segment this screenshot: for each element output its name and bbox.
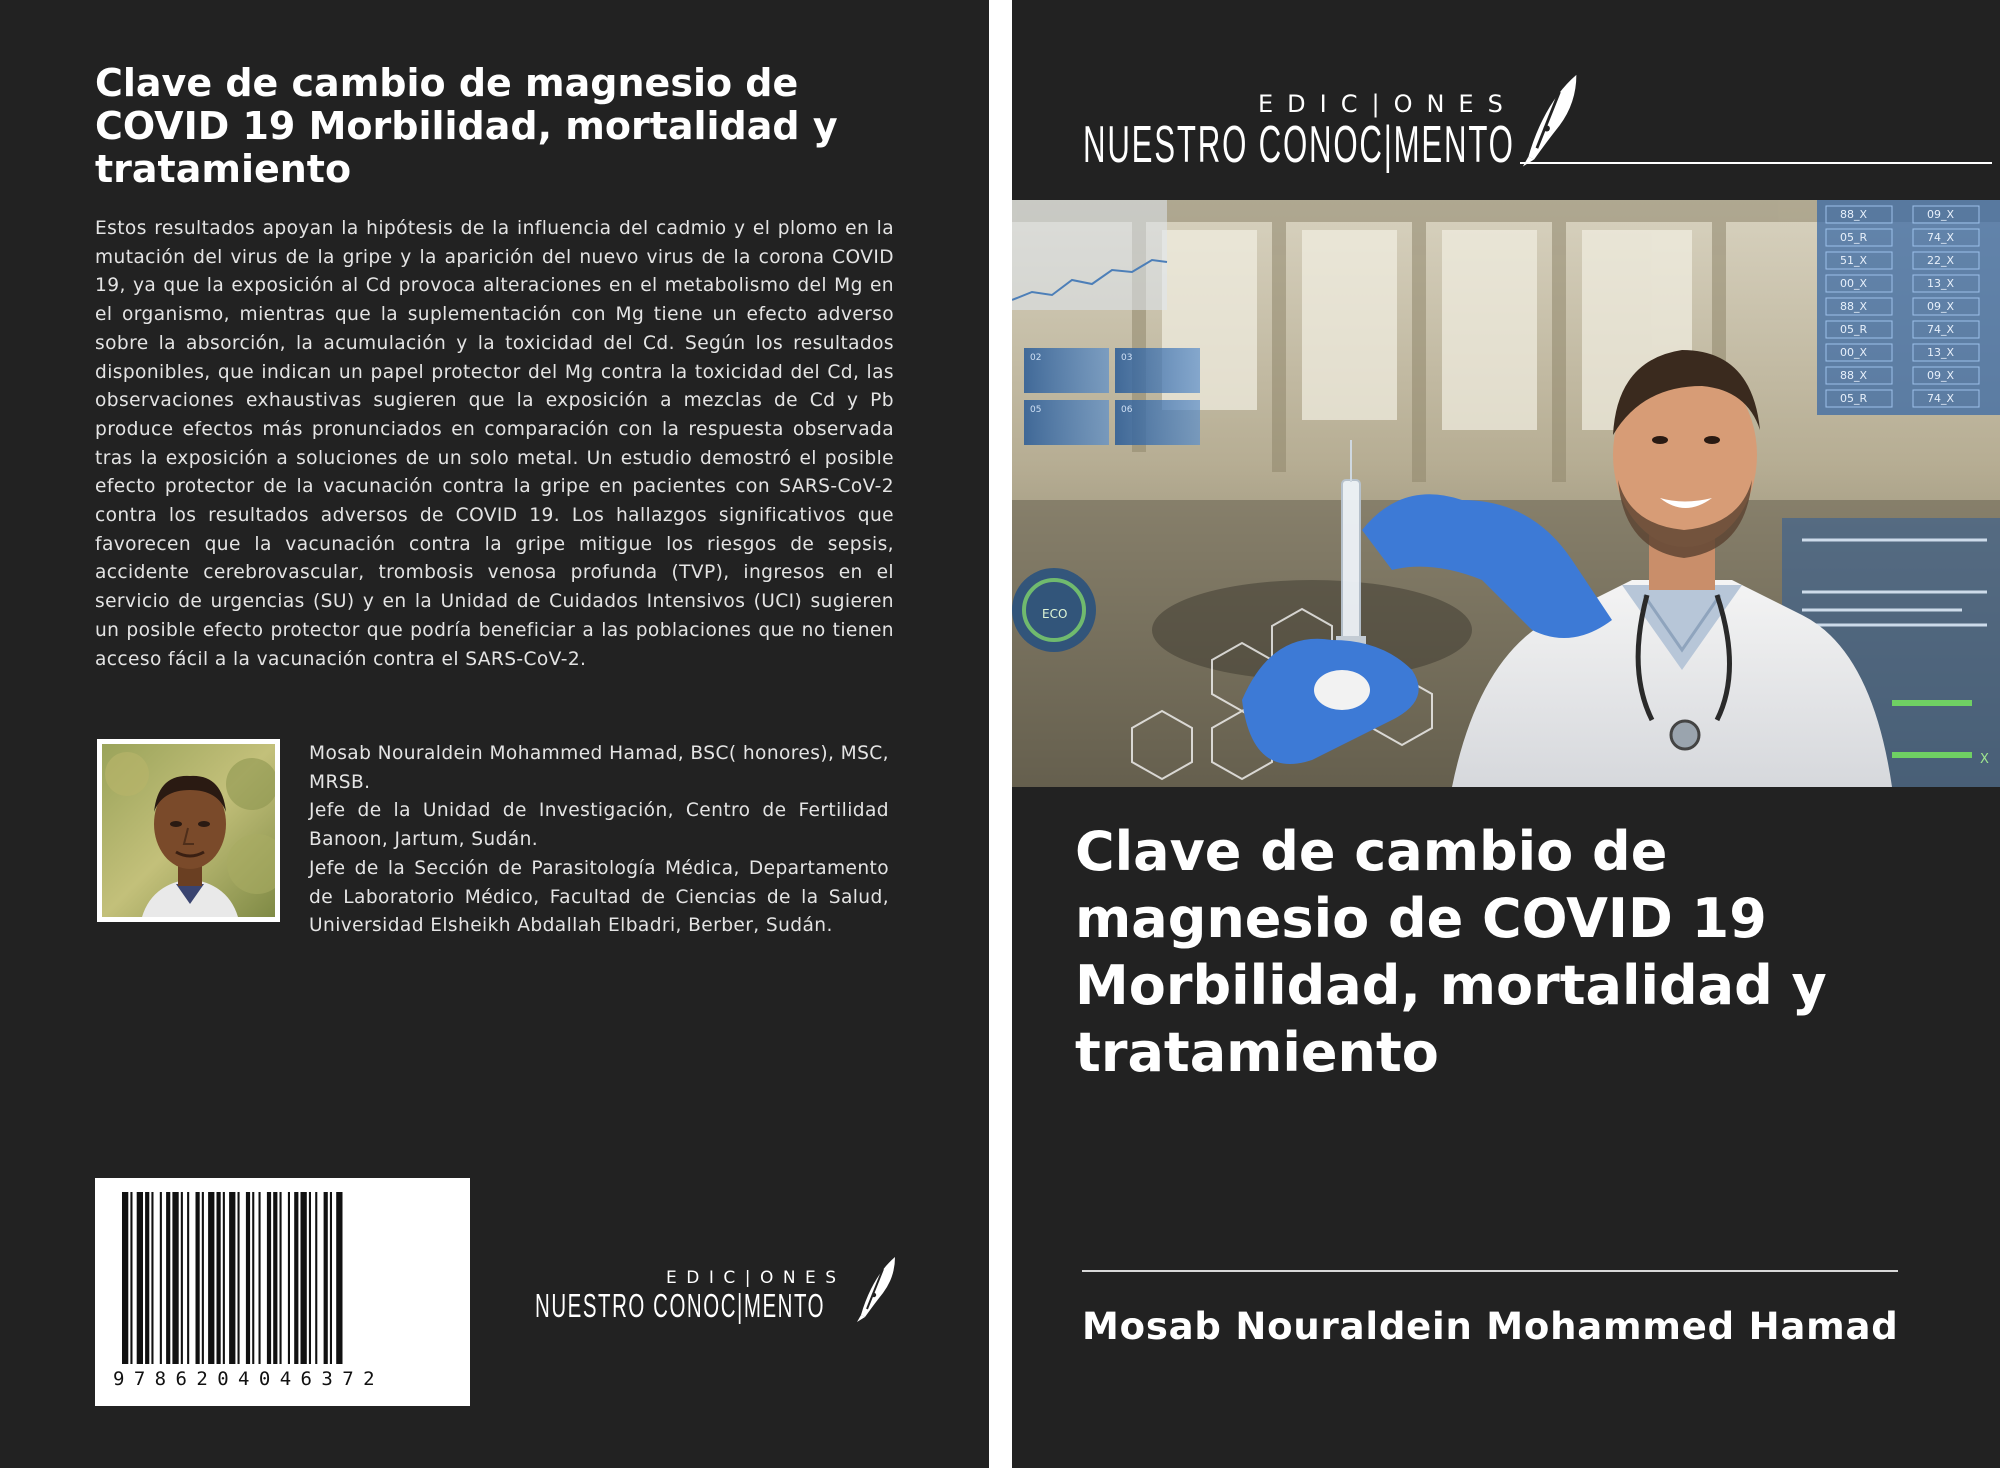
back-cover-blurb: Estos resultados apoyan la hipótesis de la influencia del cadmio y el plomo en la mutación del virus de la gripe y la aparición del nuevo virus de la corona COVID 19, ya que la exposición al Cd provoca alteraciones en el metabolismo del Mg en el organismo, mientras que la suplementación con Mg tiene un efecto adverso sobre la absorción, la acumulación y la toxicidad del Cd. Según los resultados disponibles, que indican un papel protector del Mg contra la toxicidad del Cd, las observaciones exhaustivas sugieren que la exposición a mezclas de Cd y Pb produce efectos más pronunciados en comparación con la respuesta observada tras la exposición a soluciones de un solo metal. Un estudio demostró el posible efecto protector de la vacunación contra la gripe en pacientes con SARS-CoV-2 contra los resultados adversos de COVID 19. Los hallazgos significativos que favorecen que la vacunación contra la gripe mitigue los riesgos de sepsis, accidente cerebrovascular, trombosis venosa profunda (TVP), ingresos en el servicio de urgencias (SU) y en la Unidad de Cuidados Intensivos (UCI) sugieren un posible efecto protector que podría beneficiar a las poblaciones que no tienen acceso fácil a la vacunación contra el SARS-CoV-2. <box>95 218 894 670</box>
barcode-bar <box>160 1192 162 1364</box>
hud-table-left-label: 00_X <box>1840 277 1868 290</box>
hud-table-left-label: 88_X <box>1840 369 1868 382</box>
barcode-bar <box>288 1192 290 1364</box>
barcode-bar <box>151 1192 153 1364</box>
fountain-pen-icon <box>855 1255 899 1323</box>
publisher-logo-front-line1: EDIC|ONES <box>1258 90 1517 118</box>
barcode-bar <box>280 1192 282 1364</box>
barcode-bar <box>122 1192 128 1364</box>
front-cover <box>1012 0 2000 1468</box>
cover-hero-image <box>1012 200 2000 787</box>
publisher-logo-front-line2: NUESTRO CONOC|MENTO <box>1083 116 1515 174</box>
fountain-pen-icon <box>1520 72 1582 168</box>
barcode-bar <box>267 1192 271 1364</box>
front-cover-title: Clave de cambio de magnesio de COVID 19 Morbilidad, mortalidad y tratamiento <box>1075 820 1827 1084</box>
hud-table-left-label: 88_X <box>1840 300 1868 313</box>
barcode-bar <box>187 1192 189 1364</box>
hud-table-right-label: 09_X <box>1927 369 1955 382</box>
back-cover <box>0 0 989 1468</box>
barcode-bar <box>294 1192 298 1364</box>
barcode-bar <box>172 1192 178 1364</box>
hud-table-right-label: 74_X <box>1927 231 1955 244</box>
doctor-with-syringe-image <box>1012 200 2000 787</box>
barcode-bar <box>336 1192 342 1364</box>
barcode-bar <box>301 1192 307 1364</box>
hud-table-left-label: 51_X <box>1840 254 1868 267</box>
hud-table-right-label: 13_X <box>1927 346 1955 359</box>
eco-label: ECO <box>1042 607 1068 621</box>
author-photo <box>97 739 280 922</box>
barcode-bar <box>238 1192 240 1364</box>
barcode-bar <box>137 1192 143 1364</box>
hud-table-left-label: 05_R <box>1840 231 1868 244</box>
publisher-logo-back <box>535 1255 905 1335</box>
author-portrait-image <box>102 744 275 917</box>
barcode-bar <box>181 1192 183 1364</box>
hud-table-right-label: 74_X <box>1927 323 1955 336</box>
isbn-barcode <box>95 1178 470 1406</box>
hud-table-right-label: 22_X <box>1927 254 1955 267</box>
hud-table-left-label: 00_X <box>1840 346 1868 359</box>
hud-table-left-label: 05_R <box>1840 392 1868 405</box>
barcode-bar <box>259 1192 261 1364</box>
back-cover-title: Clave de cambio de magnesio de COVID 19 Morbilidad, mortalidad y tratamiento <box>95 61 838 191</box>
hud-table-right-label: 09_X <box>1927 300 1955 313</box>
barcode-bar <box>208 1192 214 1364</box>
barcode-bar <box>130 1192 132 1364</box>
publisher-logo-rule <box>1520 162 1992 164</box>
hud-table-right-label: 13_X <box>1927 277 1955 290</box>
hud-panel-number: 02 <box>1030 353 1042 363</box>
front-cover-author: Mosab Nouraldein Mohammed Hamad <box>1082 1305 1899 1348</box>
hud-table-left-label: 88_X <box>1840 208 1868 221</box>
barcode-bar <box>196 1192 200 1364</box>
isbn-number: 9786204046372 <box>113 1368 384 1390</box>
publisher-logo-line2: NUESTRO CONOC|MENTO <box>535 1287 826 1324</box>
barcode-bar <box>202 1192 204 1364</box>
author-bio-name: Mosab Nouraldein Mohammed Hamad, BSC( honores), MSC, MRSB. <box>309 743 889 793</box>
hud-panel-number: 06 <box>1121 405 1133 415</box>
barcode-bar <box>324 1192 328 1364</box>
author-divider <box>1082 1270 1898 1272</box>
barcode-bar <box>166 1192 170 1364</box>
barcode-bar <box>217 1192 221 1364</box>
barcode-bar <box>273 1192 277 1364</box>
author-bio-role-2: Jefe de la Sección de Parasitología Médica, Departamento de Laboratorio Médico, Facultad de Ciencias de la Salud, Universidad Elsheikh Abdallah Elbadri, Berber, Sudán. <box>309 857 889 937</box>
barcode-bar <box>246 1192 250 1364</box>
barcode-bar <box>252 1192 254 1364</box>
barcode-bar <box>330 1192 332 1364</box>
hud-table-right-label: 74_X <box>1927 392 1955 405</box>
close-icon: X <box>1980 752 1989 767</box>
publisher-logo-line1: EDIC|ONES <box>666 1268 846 1288</box>
hud-panel-number: 05 <box>1030 405 1042 415</box>
author-bio-role-1: Jefe de la Unidad de Investigación, Centro de Fertilidad Banoon, Jartum, Sudán. <box>309 800 889 851</box>
barcode-bar <box>223 1192 225 1364</box>
barcode-bar <box>315 1192 317 1364</box>
author-bio <box>309 740 889 941</box>
hud-panel-number: 03 <box>1121 353 1133 363</box>
barcode-bar <box>145 1192 149 1364</box>
hud-table-right-label: 09_X <box>1927 208 1955 221</box>
spine-gap <box>989 0 1012 1468</box>
hud-table-left-label: 05_R <box>1840 323 1868 336</box>
publisher-logo-front <box>1072 60 1992 180</box>
barcode-bar <box>229 1192 235 1364</box>
barcode-bar <box>309 1192 311 1364</box>
